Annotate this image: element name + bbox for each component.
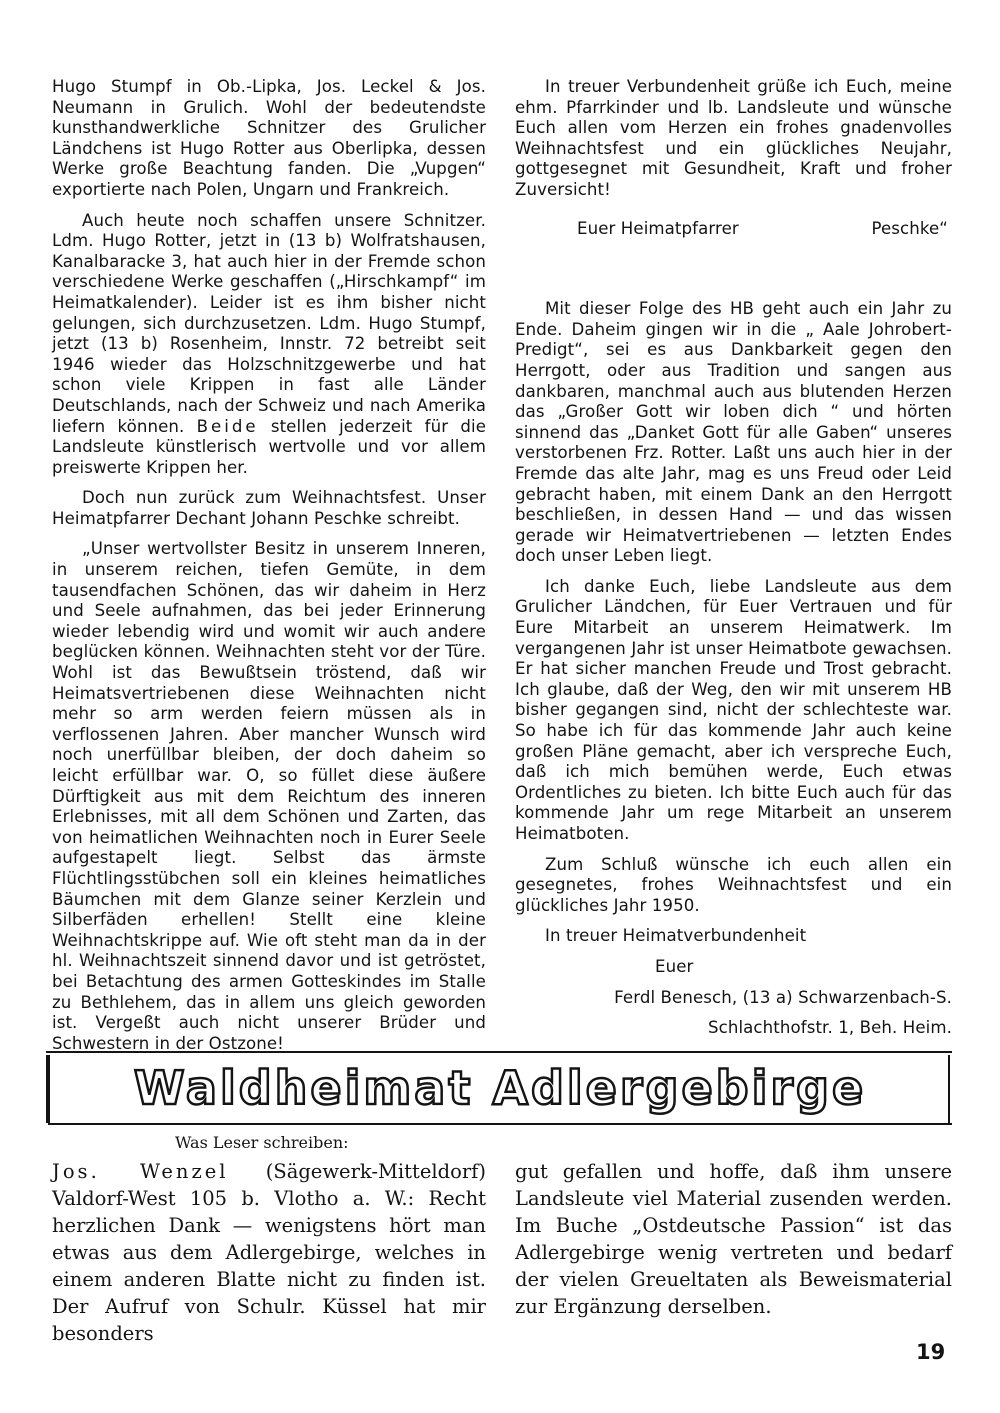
closing-line: In treuer Heimatverbundenheit [545, 926, 807, 946]
paragraph-christmas-intro: Doch nun zurück zum Weihnachtsfest. Unser Heimatpfarrer Dechant Johann Peschke schreibt. [52, 488, 486, 528]
sender-address-1: Ferdl Benesch, (13 a) Schwarzenbach-S. [614, 987, 952, 1007]
closing-euer: Euer [655, 956, 694, 976]
left-column-text [52, 77, 486, 1064]
pastor-signature [515, 219, 952, 240]
letter-text-right: gut gefallen und hoffe, daß ihm unsere Landsleute viel Material zusenden werden. Im Buche „Ostdeutsche Passion“ ist das Adlergebirge wenig vertreten und bedarf der vielen Greueltaten als Beweismaterial zur Ergänzung derselben. [515, 1160, 952, 1318]
paragraph-year-end: Mit dieser Folge des HB geht auch ein Jahr zu Ende. Daheim gingen wir in die „ Aale Johrobert-Predigt“, sei es aus Dankbarkeit gegen den Herrgott, oder aus Tradition und sangen aus dankbaren, manchmal auch aus blutenden Herzen das „Großer Gott wir loben dich “ und hörten sinnend das „Danket Gott für alle Gaben“ unseres verstorbenen Frz. Rotter. Laßt uns auch hier in der Fremde das alte Jahr, mag es uns Freud oder Leid gebracht haben, mit einem Dank an den Herrgott beschließen, in dessen Hand — und das wissen gerade wir Heimatvertriebenen — letzten Endes doch unser Leben liegt. [515, 299, 952, 566]
sender-address-2: Schlachthofstr. 1, Beh. Heim. [707, 1018, 952, 1038]
paragraph-carvers-today-a: Auch heute noch schaffen unsere Schnitzer. Ldm. Hugo Rotter, jetzt in (13 b) Wolfratshausen, Kanalbaracke 3, hat auch hier in der Fremde schon verschiedene Werke geschaffen („Hirschkampf“ im Heimatkalender). Leider ist es ihm bisher nicht gelungen, sich durchzusetzen. Ldm. Hugo Stumpf, jetzt (13 b) Rosenheim, Innstr. 72 betreibt seit 1946 wieder das Holzschnitzgewerbe und hat schon viele Krippen in fast alle Länder Deutschlands, nach der Schweiz und nach Amerika liefern können. [52, 210, 486, 436]
signature-name: Peschke“ [871, 218, 948, 238]
masthead-rule-top [46, 1051, 952, 1053]
letter-paragraph-left [52, 1158, 486, 1347]
paragraph-carvers-today-b: stellen jederzeit für die Landsleute künstlerisch wertvolle und vor allem preiswerte Krippen her. [52, 416, 487, 477]
page-number: 19 [916, 1340, 946, 1364]
paragraph-pastor-letter: „Unser wertvollster Besitz in unserem Inneren, in unserem reichen, tiefen Gemüte, in dem tausendfachen Schönen, das wir daheim in Herz und Seele aufnahmen, das bei jeder Erinnerung wieder lebendig wird und womit wir auch andere beglücken können. Weihnachten steht vor der Türe. Wohl ist das Bewußtsein tröstend, daß wir Heimatsvertriebenen diese Weihnachten nicht mehr so arm werden feiern müssen als in verflossenen Jahren. Aber mancher Wunsch wird noch unerfüllbar bleiben, der doch daheim so leicht erfüllbar war. O, so füllet diese äußere Dürftigkeit aus mit dem Reichtum des inneren Erlebnisses, mit all dem Schönen und Zarten, das von heimatlichen Weihnachten noch in Eurer Seele aufgestapelt liegt. Selbst das ärmste Flüchtlingsstübchen soll ein kleines heimatliches Bäumchen mit dem Glanze seiner Kerzlein und Silberfäden erhellen! Stellt eine kleine Weihnachtskrippe auf. Wie oft steht man da in der hl. Weihnachtszeit sinnend davor und ist getröstet, bei Betachtung des armen Gotteskindes im Stalle zu Bethlehem, das in allem uns gleich geworden ist. Vergeßt auch nicht unserer Brüder und Schwestern in der Ostzone! [52, 539, 486, 1053]
letter-right-column [515, 1158, 952, 1320]
letter-text-left: (Sägewerk-Mitteldorf) Valdorf-West 105 b. Vlotho a. W.: Recht herzlichen Dank — wenigstens hört man etwas aus dem Adlergebirge, welches in einem anderen Blatte nicht zu finden ist. Der Aufruf von Schulr. Küssel hat mir besonders [52, 1160, 486, 1345]
paragraph-woodcarvers: Hugo Stumpf in Ob.-Lipka, Jos. Leckel & Jos. Neumann in Grulich. Wohl der bedeutendste kunsthandwerkliche Schnitzer des Grulicher Ländchens ist Hugo Rotter aus Oberlipka, dessen Werke große Beachtung fanden. Die „Vupgen“ exportierte nach Polen, Ungarn und Frankreich. [52, 77, 486, 199]
paragraph-thanks: Ich danke Euch, liebe Landsleute aus dem Grulicher Ländchen, für Euer Vertrauen und für Eure Mitarbeit an unserem Heimatwerk. Im vergangenen Jahr ist unser Heimatbote gewachsen. Er hat sicher manchen Freude und Trost gebracht. Ich glaube, daß der Weg, den wir mit unserem HB bisher gegangen sind, nicht der schlechteste war. So habe ich für das kommende Jahr auch keine großen Pläne gemacht, aber ich verspreche Euch, daß ich mich bemühen werde, Euch etwas Ordentliches zu bieten. Ich bitte Euch auch für das kommende Jahr um rege Mitarbeit an unserem Heimatboten. [515, 576, 952, 843]
letter-author: Jos. Wenzel [52, 1160, 229, 1183]
paragraph-carvers-today [52, 211, 486, 479]
masthead-title: Waldheimat Adlergebirge [133, 1061, 867, 1115]
section-subtitle: Was Leser schreiben: [175, 1133, 349, 1152]
spaced-word-beide: Beide [196, 416, 259, 436]
right-column-text [515, 77, 952, 1049]
masthead-rule-bottom [48, 1123, 952, 1125]
paragraph-wishes: Zum Schluß wünsche ich euch allen ein gesegnetes, frohes Weihnachtsfest und ein glückliches Jahr 1950. [515, 854, 952, 915]
paragraph-greeting: In treuer Verbundenheit grüße ich Euch, meine ehm. Pfarrkinder und lb. Landsleute und wünsche Euch allen vom Herzen ein frohes gnadenvolles Weihnachtsfest und ein glückliches Neujahr, gottgesegnet mit Gesundheit, Kraft und froher Zuversicht! [515, 77, 952, 199]
letter-left-column [52, 1158, 486, 1347]
signature-label: Euer Heimatpfarrer [577, 218, 739, 238]
